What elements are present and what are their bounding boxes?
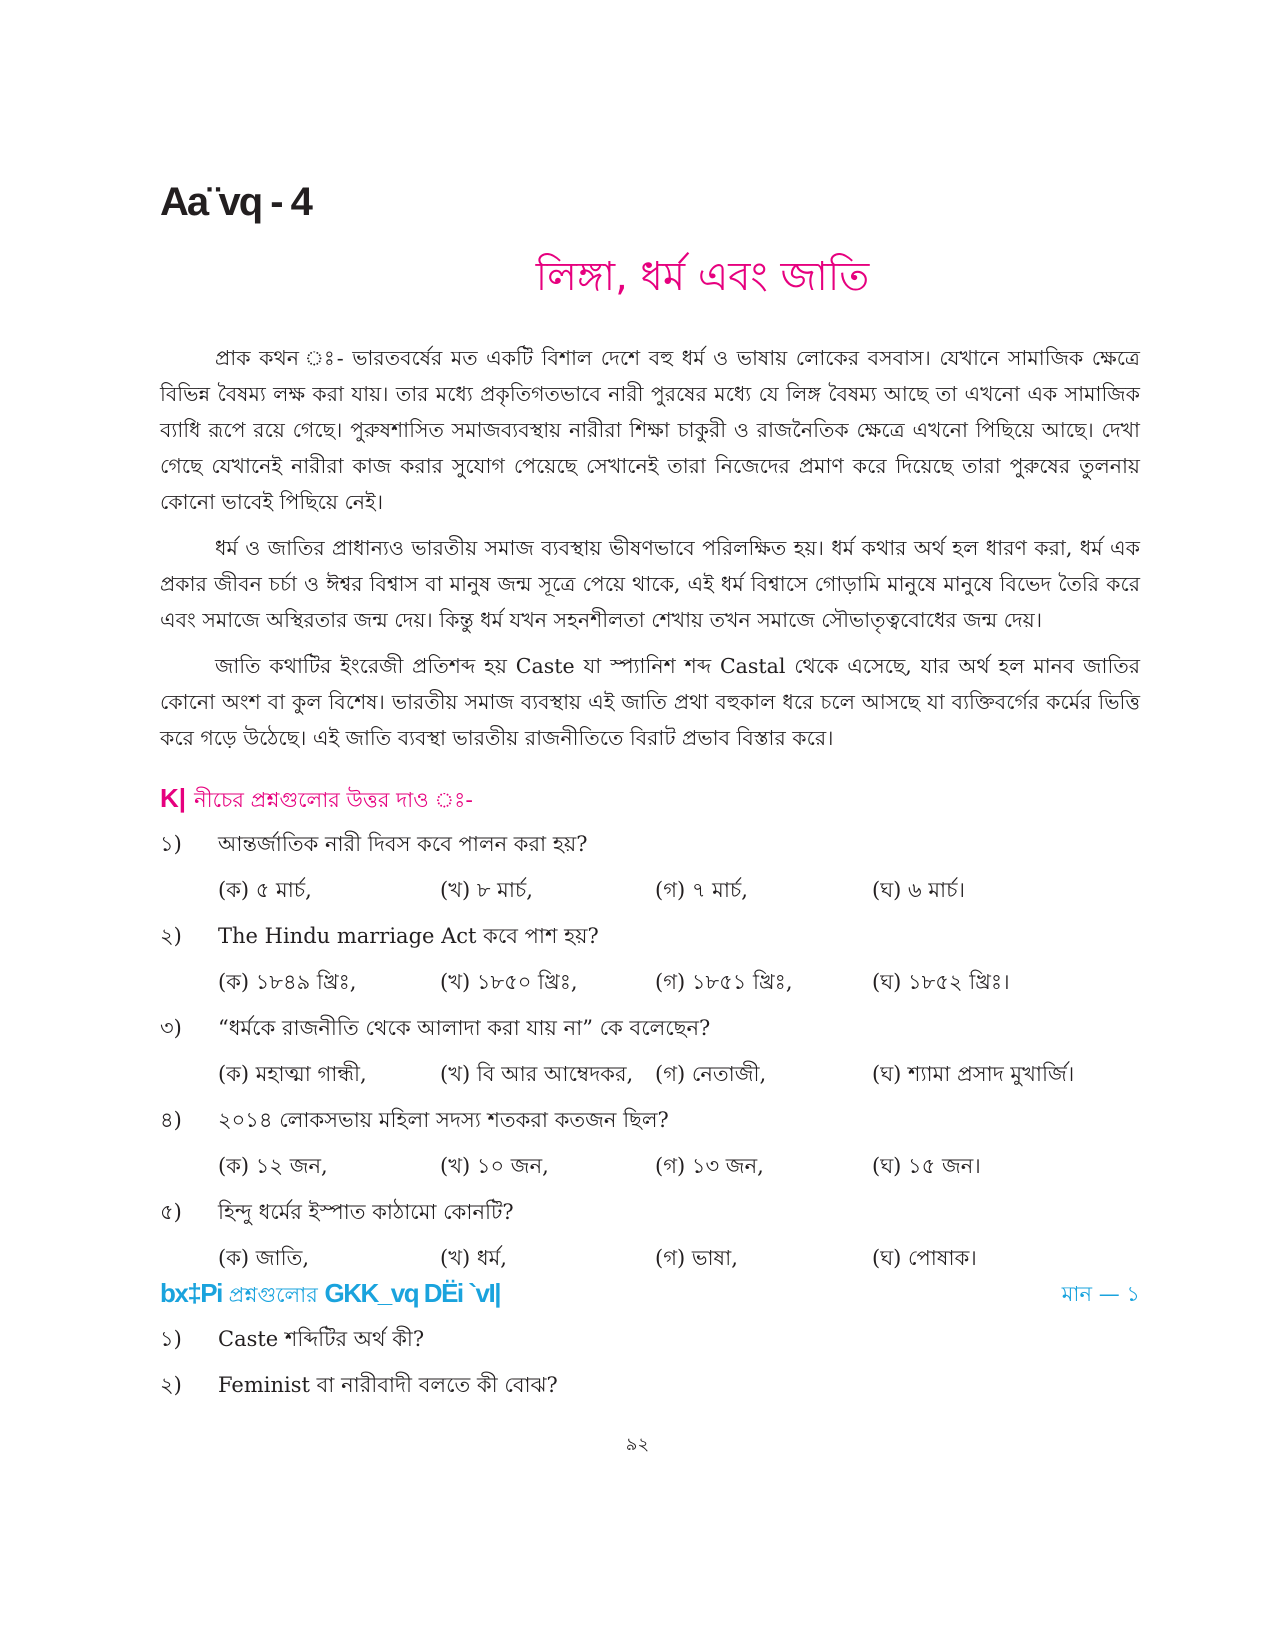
option: (গ) ১৮৫১ খ্রিঃ, — [655, 970, 793, 994]
mcq-list — [160, 828, 1140, 1288]
option: (খ) বি আর আম্বেদকর, — [440, 1062, 634, 1086]
short-question-list — [160, 1323, 1140, 1415]
option: (গ) ১৩ জন, — [655, 1154, 764, 1178]
question-text: আন্তর্জাতিক নারী দিবস কবে পালন করা হয়? — [218, 832, 588, 856]
question-text: Feminist বা নারীবাদী বলতে কী বোঝ? — [218, 1373, 558, 1397]
question-text: The Hindu marriage Act কবে পাশ হয়? — [218, 924, 599, 948]
intro-paragraph: জাতি কথাটির ইংরেজী প্রতিশব্দ হয় Caste যা স্প্যানিশ শব্দ Castal থেকে এসেছে, যার অর্থ হল মানব জাতির কোনো অংশ বা কুল বিশেষ। ভারতীয় সমাজ ব্যবস্থায় এই জাতি প্রথা বহুকাল ধরে চলে আসছে যা ব্যক্তিবর্গের কর্মের ভিত্তি করে গড়ে উঠেছে। এই জাতি ব্যবস্থা ভারতীয় রাজনীতিতে বিরাট প্রভাব বিস্তার করে। — [160, 654, 1140, 750]
section-a-heading-text: নীচের প্রশ্নগুলোর উত্তর দাও ঃ- — [194, 788, 473, 812]
option: (গ) ভাষা, — [655, 1246, 738, 1270]
intro-paragraph: প্রাক কথন ঃ- ভারতবর্ষের মত একটি বিশাল দেশে বহু ধর্ম ও ভাষায় লোকের বসবাস। যেখানে সামাজিক ক্ষেত্রে বিভিন্ন বৈষম্য লক্ষ করা যায়। তার মধ্যে প্রকৃতিগতভাবে নারী পুরষের মধ্যে যে লিঙ্গ বৈষম্য আছে তা এখনো এক সামাজিক ব্যাধি রূপে রয়ে গেছে। পুরুষশাসিত সমাজব্যবস্থায় নারীরা শিক্ষা চাকুরী ও রাজনৈতিক ক্ষেত্রে এখনো পিছিয়ে আছে। দেখা গেছে যেখানেই নারীরা কাজ করার সুযোগ পেয়েছে সেখানেই তারা নিজেদের প্রমাণ করে দিয়েছে তারা পুরুষের তুলনায় কোনো ভাবেই পিছিয়ে নেই। — [160, 346, 1140, 514]
option: (খ) ধর্ম, — [440, 1246, 507, 1270]
option: (গ) ৭ মার্চ, — [655, 878, 748, 902]
option: (ঘ) ১৮৫২ খ্রিঃ। — [872, 970, 1010, 994]
option: (ঘ) ১৫ জন। — [872, 1154, 981, 1178]
question-number: ১) — [160, 832, 182, 856]
question — [160, 1012, 1140, 1058]
section-a-marker: K| — [160, 783, 187, 813]
option-row — [160, 1150, 1140, 1196]
intro-paragraph: ধর্ম ও জাতির প্রাধান্যও ভারতীয় সমাজ ব্যবস্থায় ভীষণভাবে পরিলক্ষিত হয়। ধর্ম কথার অর্থ হল ধারণ করা, ধর্ম এক প্রকার জীবন চর্চা ও ঈশ্বর বিশ্বাস বা মানুষ জন্ম সূত্রে পেয়ে থাকে, এই ধর্ম বিশ্বাসে গোড়ামি মানুষে মানুষে বিভেদ তৈরি করে এবং সমাজে অস্থিরতার জন্ম দেয়। কিন্তু ধর্ম যখন সহনশীলতা শেখায় তখন সমাজে সৌভাতৃত্ববোধের জন্ম দেয়। — [160, 536, 1140, 632]
option: (ক) ১২ জন, — [218, 1154, 328, 1178]
section-a-heading — [160, 783, 473, 819]
question-text: ২০১৪ লোকসভায় মহিলা সদস্য শতকরা কতজন ছিল? — [218, 1108, 669, 1132]
option: (ক) মহাত্মা গান্ধী, — [218, 1062, 367, 1086]
chapter-title: লিঙ্গা, ধর্ম এবং জাতি — [535, 254, 870, 300]
option: (ক) জাতি, — [218, 1246, 310, 1270]
question-number: ২) — [160, 924, 182, 948]
question — [160, 1196, 1140, 1242]
question-number: ২) — [160, 1373, 182, 1397]
option: (ঘ) পোষাক। — [872, 1246, 977, 1270]
option: (খ) ১৮৫০ খ্রিঃ, — [440, 970, 578, 994]
question — [160, 1369, 1140, 1415]
question-text: Caste শব্দিটির অর্থ কী? — [218, 1327, 425, 1351]
option-row — [160, 966, 1140, 1012]
question-number: ৫) — [160, 1200, 182, 1224]
option: (ঘ) শ্যামা প্রসাদ মুখার্জি। — [872, 1062, 1075, 1086]
section-b-marker: bx‡Pi — [160, 1278, 222, 1308]
intro-text — [160, 340, 1140, 766]
section-b-heading — [160, 1278, 1140, 1318]
section-b-heading-text: প্রশ্নগুলোর — [228, 1283, 318, 1307]
question-text: হিন্দু ধর্মের ইস্পাত কাঠামো কোনটি? — [218, 1200, 514, 1224]
marks-label: মান — ১ — [1061, 1282, 1140, 1306]
option-row — [160, 1058, 1140, 1104]
question-number: ৩) — [160, 1016, 182, 1040]
question — [160, 1104, 1140, 1150]
chapter-label: Aa¨vq - 4 — [160, 180, 311, 224]
option: (ঘ) ৬ মার্চ। — [872, 878, 965, 902]
page-number: ৯২ — [625, 1434, 650, 1455]
option: (গ) নেতাজী, — [655, 1062, 767, 1086]
question — [160, 828, 1140, 874]
question-number: ৪) — [160, 1108, 182, 1132]
option: (খ) ৮ মার্চ, — [440, 878, 533, 902]
option: (ক) ১৮৪৯ খ্রিঃ, — [218, 970, 357, 994]
section-b-heading-tail: GKK_vq DËi `vI| — [324, 1278, 500, 1308]
question — [160, 1323, 1140, 1369]
option: (খ) ১০ জন, — [440, 1154, 549, 1178]
question-number: ১) — [160, 1327, 182, 1351]
option-row — [160, 874, 1140, 920]
question — [160, 920, 1140, 966]
option: (ক) ৫ মার্চ, — [218, 878, 312, 902]
question-text: “ধর্মকে রাজনীতি থেকে আলাদা করা যায় না” কে বলেছেন? — [218, 1016, 711, 1040]
